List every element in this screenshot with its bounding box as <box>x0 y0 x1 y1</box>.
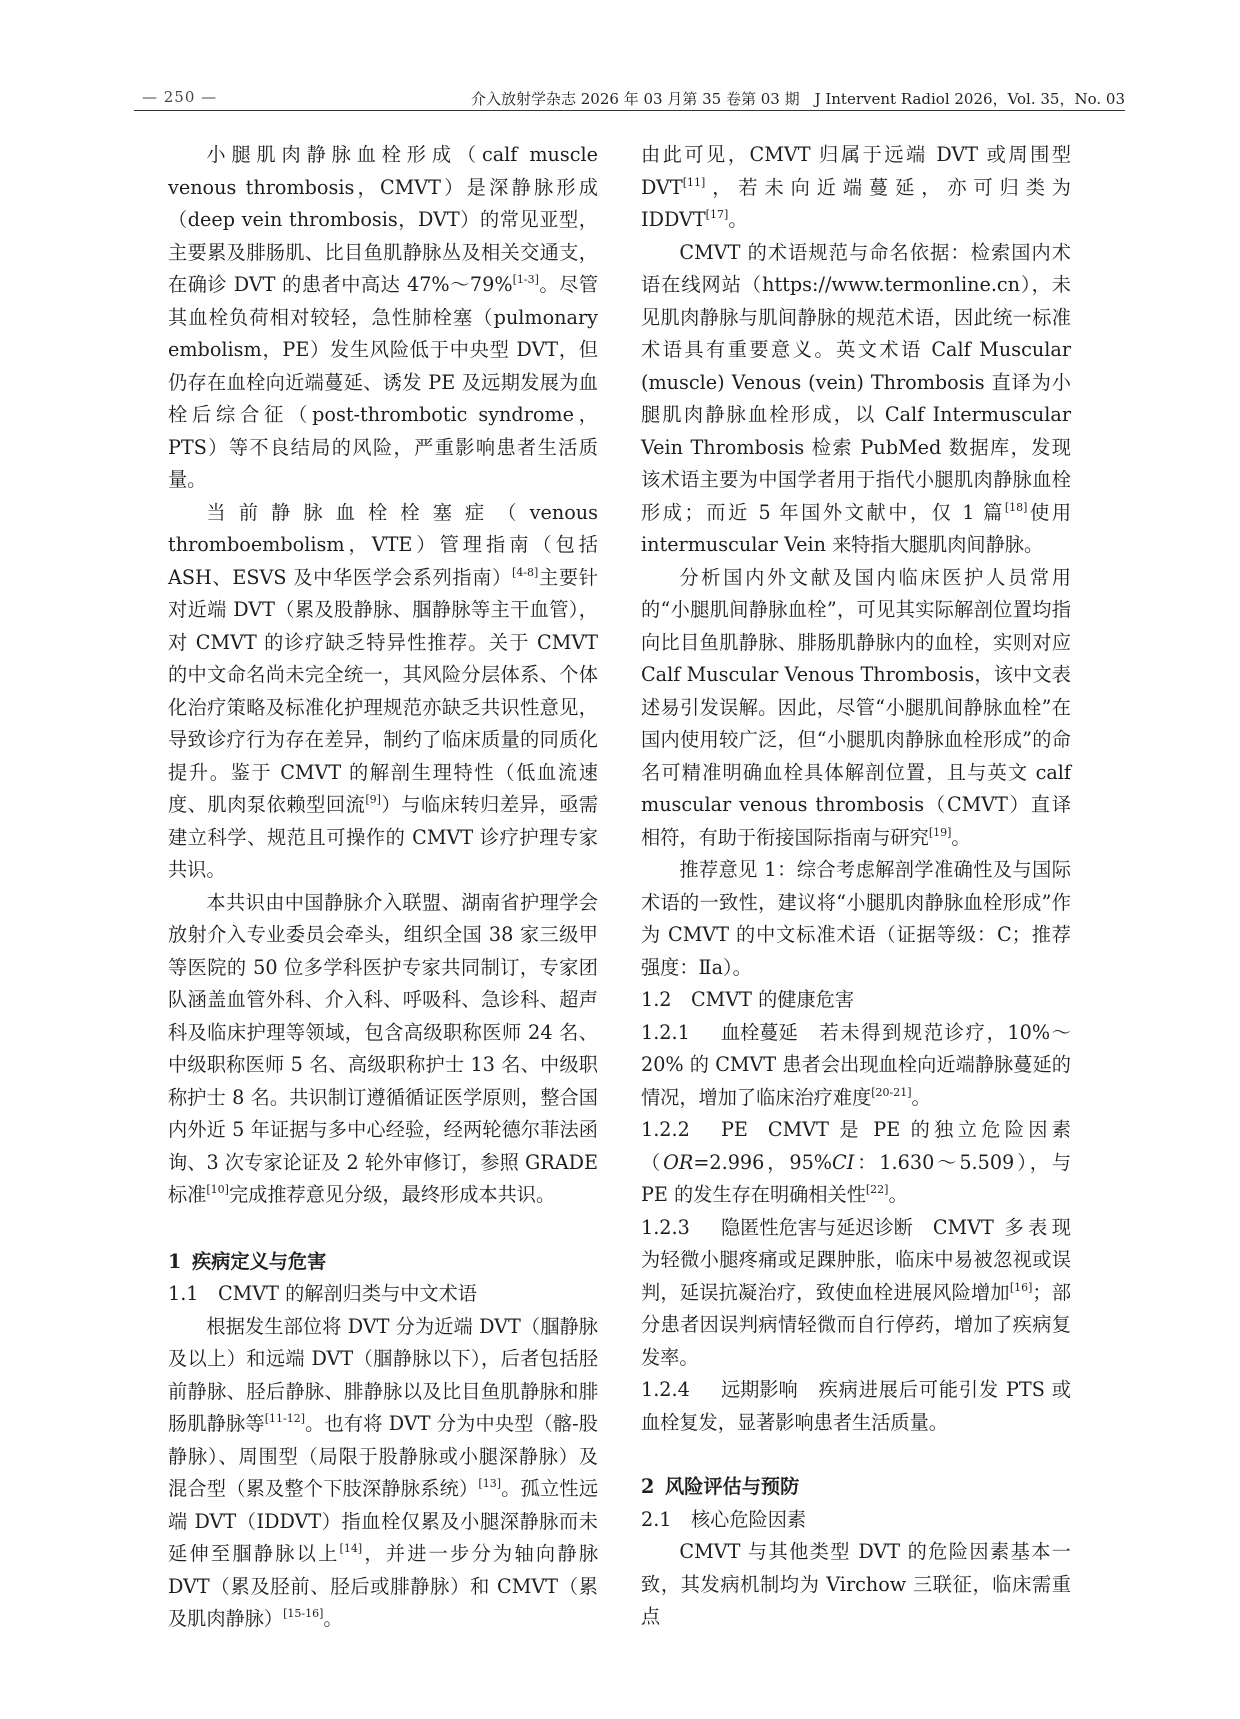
section-heading-1: 1 疾病定义与危害 <box>168 1249 327 1273</box>
citation: [18] <box>1004 500 1028 514</box>
citation: [9] <box>365 793 381 806</box>
citation: [13] <box>478 1477 501 1490</box>
paragraph-guidelines: 当前静脉血栓栓塞症（venous thromboembolism，VTE）管理指南（包括 ASH、ESVS 及中华医学会系列指南）[4-8]主要针对近端 DVT（累及股静脉、腘静脉等主干血管），对 CMVT 的诊疗缺乏特异性推荐。关于 CMVT 的中文命名尚未完全统一，其风险分层体系、个体化治疗策略及标准化护理规范亦缺乏共识性意见，导致诊疗行为存在差异，制约了临床质量的同质化提升。鉴于 CMVT 的解剖生理特性（低血流速度、肌肉泵依赖型回流[9]）与临床转归差异，亟需建立科学、规范且可操作的 CMVT 诊疗护理专家共识。 <box>168 500 599 881</box>
item-1-2-1: 1.2.1 血栓蔓延 若未得到规范诊疗，10%～20% 的 CMVT 患者会出现血栓向近端静脉蔓延的情况，增加了临床治疗难度[20-21]。 <box>641 1020 1071 1109</box>
journal-citation: 介入放射学杂志 2026 年 03 月第 35 卷第 03 期 J Intervent Radiol 2026，Vol. 35，No. 03 <box>470 90 1125 108</box>
subsection-heading-1-1: 1.1 CMVT 的解剖归类与中文术语 <box>168 1282 477 1305</box>
page-number: — 250 — <box>142 88 218 106</box>
citation: [4-8] <box>512 565 539 579</box>
citation: [10] <box>206 1183 229 1196</box>
left-column <box>168 139 598 1636</box>
paragraph-anatomy: 根据发生部位将 DVT 分为近端 DVT（腘静脉及以上）和远端 DVT（腘静脉以下），后者包括胫前静脉、胫后静脉、腓静脉以及比目鱼肌静脉和腓肠肌静脉等[11-12]。也有将 DVT 分为中央型（髂-股静脉）、周围型（局限于股静脉或小腿深静脉）及混合型（累及整个下肢深静脉系统）[13]。孤立性远端 DVT（IDDVT）指血栓仅累及小腿深静脉而未延伸至腘静脉以上[14]，并进一步分为轴向静脉 DVT（累及胫前、胫后或腓静脉）和 CMVT（累及肌肉静脉）[15-16]。 <box>168 1314 599 1630</box>
paragraph-classification: 由此可见，CMVT 归属于远端 DVT 或周围型 DVT[11]，若未向近端蔓延，亦可归类为 IDDVT[17]。 <box>641 143 1071 231</box>
citation: [19] <box>928 825 952 839</box>
citation: [22] <box>865 1183 889 1196</box>
subsection-heading-1-2: 1.2 CMVT 的健康危害 <box>641 988 855 1011</box>
citation: [17] <box>705 208 729 221</box>
citation: [16] <box>1009 1280 1033 1294</box>
paragraph-risk-factors: CMVT 与其他类型 DVT 的危险因素基本一致，其发病机制均为 Virchow 三联征，临床需重点 <box>641 1540 1071 1628</box>
citation: [1-3] <box>512 273 539 286</box>
running-header <box>134 86 1125 111</box>
item-1-2-4: 1.2.4 远期影响 疾病进展后可能引发 PTS 或血栓复发，显著影响患者生活质量。 <box>641 1378 1071 1434</box>
citation: [15-16] <box>283 1607 324 1620</box>
citation: [11] <box>682 175 706 189</box>
paragraph-consensus-method: 本共识由中国静脉介入联盟、湖南省护理学会放射介入专业委员会牵头，组织全国 38 家三级甲等医院的 50 位多学科医护专家共同制订，专家团队涵盖血管外科、介入科、呼吸科、急诊科、超声科及临床护理等领域，包含高级职称医师 24 名、中级职称医师 5 名、高级职称护士 13 名、中级职称护士 8 名。共识制订遵循循证医学原则，整合国内外近 5 年证据与多中心经验，经两轮德尔菲法函询、3 次专家论证及 2 轮外审修订，参照 GRADE 标准[10]完成推荐意见分级，最终形成本共识。 <box>168 890 598 1206</box>
citation: [11-12] <box>264 1412 306 1425</box>
citation: [14] <box>339 1542 363 1555</box>
item-1-2-3: 1.2.3 隐匿性危害与延迟诊断 CMVT 多表现为轻微小腿疼痛或足踝肿胀，临床中易被忽视或误判，延误抗凝治疗，致使血栓进展风险增加[16]；部分患者因误判病情轻微而自行停药，增加了疾病复发率。 <box>641 1215 1072 1369</box>
right-column <box>641 139 1071 1634</box>
item-1-2-2: 1.2.2 PE CMVT 是 PE 的独立危险因素（OR=2.996，95%CI：1.630～5.509），与 PE 的发生存在明确相关性[22]。 <box>641 1118 1072 1206</box>
section-heading-2: 2 风险评估与预防 <box>641 1475 800 1498</box>
paragraph-intro: 小腿肌肉静脉血栓形成（calf muscle venous thrombosis，CMVT）是深静脉形成（deep vein thrombosis，DVT）的常见亚型，主要累及腓肠肌、比目鱼肌静脉丛及相关交通支，在确诊 DVT 的患者中高达 47%～79%[1-3]。尽管其血栓负荷相对较轻，急性肺栓塞（pulmonary embolism，PE）发生风险低于中央型 DVT，但仍存在血栓向近端蔓延、诱发 PE 及远期发展为血栓后综合征（post-thrombotic syndrome，PTS）等不良结局的风险，严重影响患者生活质量。 <box>168 143 599 491</box>
paragraph-terminology: CMVT 的术语规范与命名依据：检索国内术语在线网站（https://www.termonline.cn），未见肌肉静脉与肌间静脉的规范术语，因此统一标准术语具有重要意义。英文术语 Calf Muscular (muscle) Venous (vein) Thrombosis 直译为小腿肌肉静脉血栓形成，以 Calf Intermuscular Vein Thrombosis 检索 PubMed 数据库，发现该术语主要为中国学者用于指代小腿肌肉静脉血栓形成；而近 5 年国外文献中，仅 1 篇[18]使用 intermuscular Vein 来特指大腿肌肉间静脉。 <box>641 240 1072 556</box>
recommendation-1: 推荐意见 1：综合考虑解剖学准确性及与国际术语的一致性，建议将“小腿肌肉静脉血栓形成”作为 CMVT 的中文标准术语（证据等级：C；推荐强度：Ⅱa）。 <box>641 858 1071 979</box>
paragraph-analysis: 分析国内外文献及国内临床医护人员常用的“小腿肌间静脉血栓”，可见其实际解剖位置均指向比目鱼肌静脉、腓肠肌静脉内的血栓，实则对应 Calf Muscular Venous Thrombosis，该中文表述易引发误解。因此，尽管“小腿肌间静脉血栓”在国内使用较广泛，但“小腿肌肉静脉血栓形成”的命名可精准明确血栓具体解剖位置，且与英文 calf muscular venous thrombosis（CMVT）直译相符，有助于衔接国际指南与研究[19]。 <box>641 565 1071 849</box>
citation: [20-21] <box>871 1085 912 1099</box>
subsection-heading-2-1: 2.1 核心危险因素 <box>641 1507 807 1531</box>
